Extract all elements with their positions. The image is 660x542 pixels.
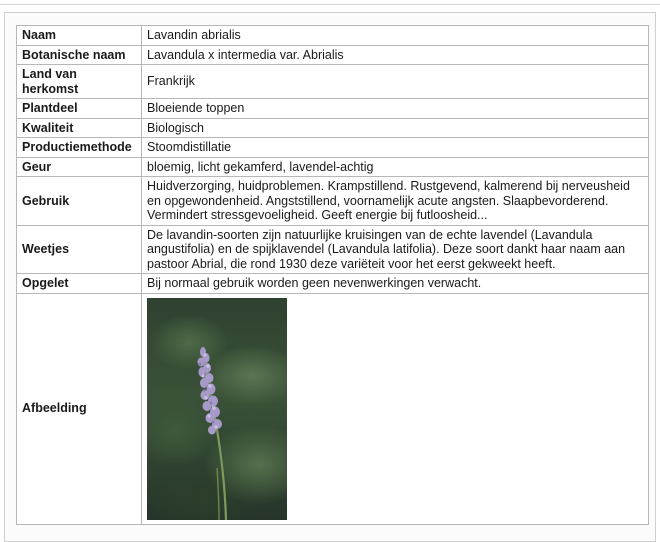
row-label: Geur bbox=[17, 157, 142, 177]
row-label: Opgelet bbox=[17, 274, 142, 294]
row-value: bloemig, licht gekamferd, lavendel-achtig bbox=[142, 157, 649, 177]
table-row bbox=[17, 274, 649, 294]
table-row bbox=[17, 177, 649, 226]
table-row bbox=[17, 138, 649, 158]
scan-top-line bbox=[0, 4, 660, 5]
product-sheet bbox=[4, 12, 656, 542]
row-label: Gebruik bbox=[17, 177, 142, 226]
table-row bbox=[17, 45, 649, 65]
row-label: Botanische naam bbox=[17, 45, 142, 65]
row-label: Kwaliteit bbox=[17, 118, 142, 138]
row-label: Productiemethode bbox=[17, 138, 142, 158]
row-value: Biologisch bbox=[142, 118, 649, 138]
row-label: Land van herkomst bbox=[17, 65, 142, 99]
row-value: Frankrijk bbox=[142, 65, 649, 99]
row-value: De lavandin-soorten zijn natuurlijke kruisingen van de echte lavendel (Lavandula angustifolia) en de spijklavendel (Lavandula latifolia). Deze soort dankt haar naam aan pastoor Abrial, die rond 1930 deze variëteit voor het eerst gekweekt heeft. bbox=[142, 225, 649, 274]
row-value: Bloeiende toppen bbox=[142, 99, 649, 119]
table-row bbox=[17, 65, 649, 99]
product-info-table bbox=[16, 25, 649, 525]
lavender-photo bbox=[147, 298, 287, 520]
table-row bbox=[17, 157, 649, 177]
table-row bbox=[17, 99, 649, 119]
table-row bbox=[17, 26, 649, 46]
table-row bbox=[17, 293, 649, 524]
row-label: Plantdeel bbox=[17, 99, 142, 119]
row-label: Weetjes bbox=[17, 225, 142, 274]
row-value: Huidverzorging, huidproblemen. Krampstillend. Rustgevend, kalmerend bij nerveusheid en opgewondenheid. Angststillend, voornamelijk acute angsten. Slaapbevorderend. Vermindert stressgevoeligheid. Geeft energie bij futloosheid... bbox=[142, 177, 649, 226]
row-label: Afbeelding bbox=[17, 293, 142, 524]
row-value: Lavandula x intermedia var. Abrialis bbox=[142, 45, 649, 65]
table-row bbox=[17, 225, 649, 274]
row-value: Bij normaal gebruik worden geen nevenwerkingen verwacht. bbox=[142, 274, 649, 294]
row-label: Naam bbox=[17, 26, 142, 46]
row-value: Stoomdistillatie bbox=[142, 138, 649, 158]
table-row bbox=[17, 118, 649, 138]
lavender-flower-icon bbox=[147, 298, 287, 520]
image-cell bbox=[142, 293, 649, 524]
row-value: Lavandin abrialis bbox=[142, 26, 649, 46]
